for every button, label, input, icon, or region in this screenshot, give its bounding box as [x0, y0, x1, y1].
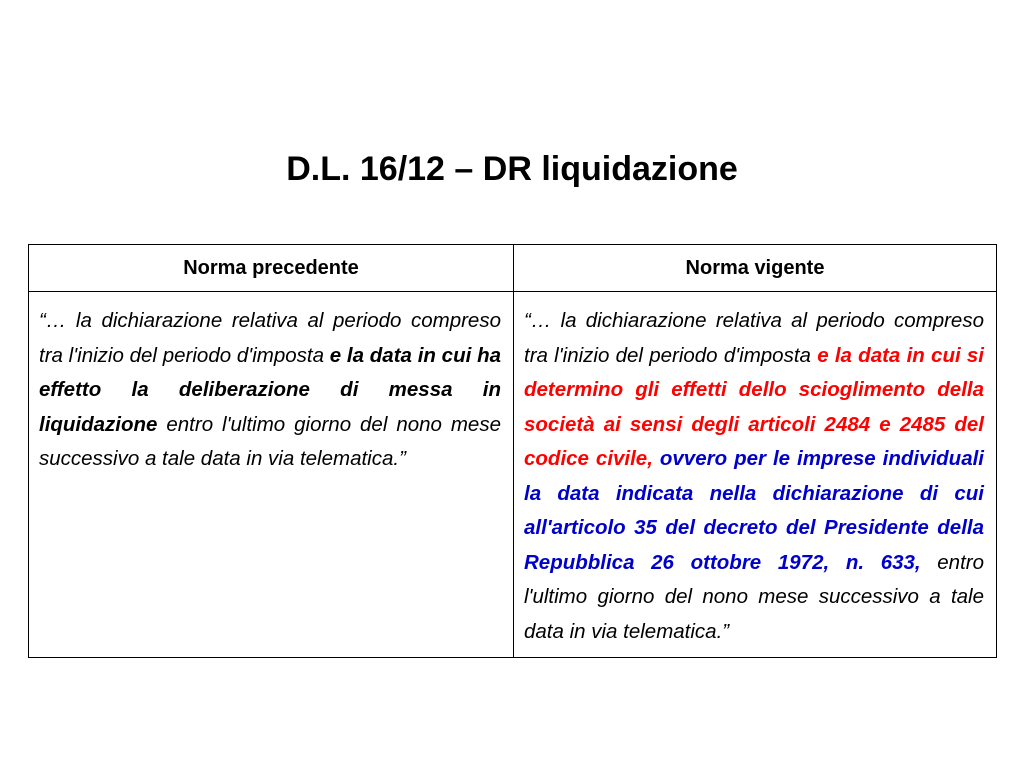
current-text-changed: e la data in cui si determino gli effetti dello scioglimento della società ai sensi degli articoli 2484 e 2485 del codice civile, — [524, 343, 984, 470]
previous-text-bold: e la data in cui ha effetto la deliberazione di messa in liquidazione — [39, 343, 501, 436]
current-text-outro: entro l'ultimo giorno del nono mese successivo a tale data in via telematica.” — [524, 550, 984, 643]
previous-text-outro: entro l'ultimo giorno del nono mese successivo a tale data in via telematica.” — [39, 412, 501, 470]
current-text-intro: “… la dichiarazione relativa al periodo compreso tra l'inizio del periodo d'imposta — [524, 309, 984, 367]
comparison-table — [28, 244, 997, 658]
slide-title: D.L. 16/12 – DR liquidazione — [286, 150, 738, 188]
cell-norma-precedente — [29, 292, 514, 658]
header-norma-vigente: Norma vigente — [514, 245, 997, 292]
cell-norma-vigente — [514, 292, 997, 658]
table-header-row — [29, 245, 997, 292]
table-row — [29, 292, 997, 658]
header-norma-precedente: Norma precedente — [29, 245, 514, 292]
current-text-added: ovvero per le imprese individuali la data indicata nella dichiarazione di cui all'articolo 35 del decreto del Presidente della Repubblica 26 ottobre 1972, n. 633, — [524, 447, 984, 574]
previous-text-intro: “… la dichiarazione relativa al periodo compreso tra l'inizio del periodo d'imposta — [39, 309, 501, 367]
